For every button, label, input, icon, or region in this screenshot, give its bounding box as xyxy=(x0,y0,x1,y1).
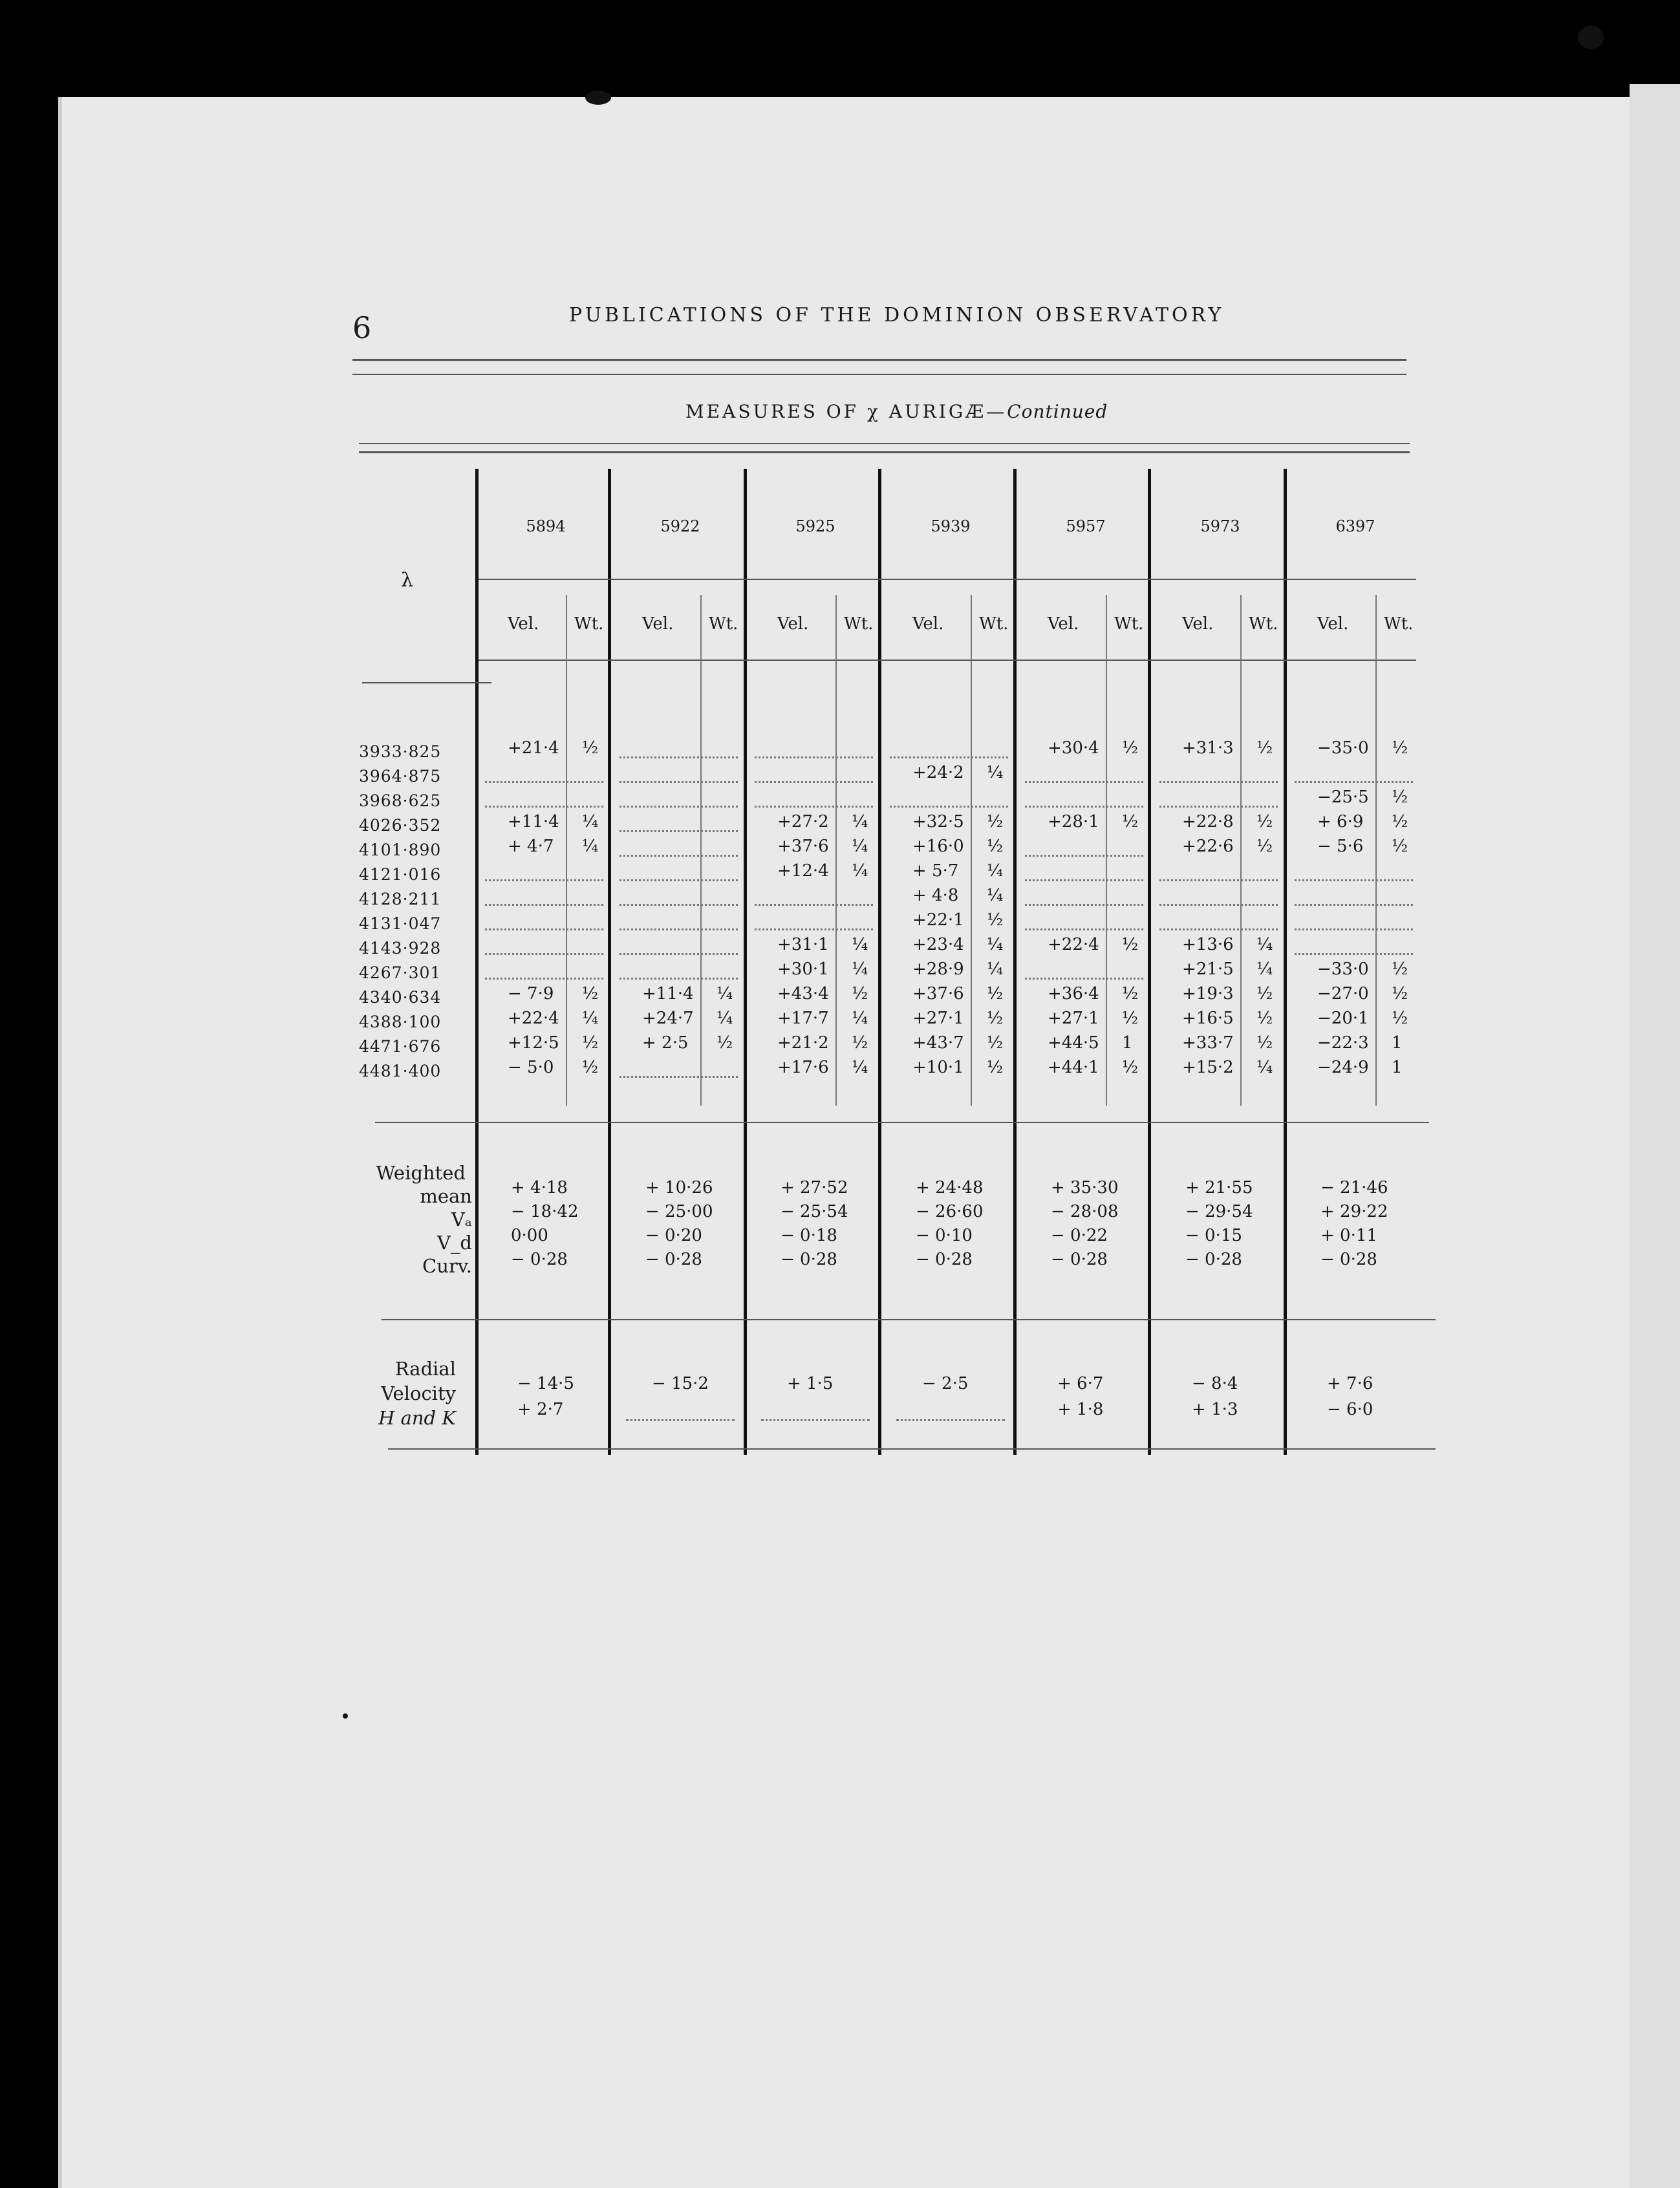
summary-value: + 21·55 xyxy=(1185,1178,1253,1197)
velocity-value: +37·6 xyxy=(777,837,829,856)
velocity-value: +43·7 xyxy=(912,1033,964,1053)
summary-value: − 0·18 xyxy=(781,1226,837,1245)
weight-value: ½ xyxy=(1122,812,1139,831)
empty-leader xyxy=(619,1076,738,1078)
summary-value: − 28·08 xyxy=(1051,1202,1119,1221)
wavelength-label: 4471·676 xyxy=(359,1037,442,1056)
summary-value: + 35·30 xyxy=(1051,1178,1119,1197)
radial-velocity-value: + 6·7 xyxy=(1057,1374,1104,1393)
radial-empty-leader xyxy=(626,1419,735,1421)
column-divider xyxy=(1148,469,1151,1455)
empty-leader xyxy=(1295,781,1413,783)
summary-label: V_d xyxy=(436,1232,472,1254)
summary-value: + 4·18 xyxy=(511,1178,568,1197)
plate-number: 5922 xyxy=(660,517,700,535)
weight-value: ½ xyxy=(1392,812,1408,831)
velocity-value: +16·0 xyxy=(912,837,964,856)
summary-value: 0·00 xyxy=(511,1226,548,1245)
velocity-value: +44·1 xyxy=(1048,1058,1099,1077)
empty-leader xyxy=(1295,928,1413,930)
summary-value: − 0·28 xyxy=(645,1250,702,1269)
empty-leader xyxy=(1025,904,1143,906)
table-top-rule-thick xyxy=(359,451,1410,453)
vel-wt-divider xyxy=(971,595,972,1106)
column-divider xyxy=(1013,469,1017,1455)
weight-value: ¼ xyxy=(582,837,599,856)
lambda-header: λ xyxy=(401,569,414,592)
summary-value: − 21·46 xyxy=(1320,1178,1388,1197)
velocity-value: + 4·8 xyxy=(912,886,959,905)
empty-leader xyxy=(1025,781,1143,783)
velocity-value: +12·5 xyxy=(508,1033,559,1053)
weight-value: ½ xyxy=(1256,984,1273,1003)
velocity-value: +44·5 xyxy=(1048,1033,1099,1053)
wavelength-label: 4340·634 xyxy=(359,988,442,1007)
weight-value: ½ xyxy=(582,1033,599,1053)
wt-header: Wt. xyxy=(844,614,874,634)
weight-value: ½ xyxy=(1256,1033,1273,1053)
velocity-value: +19·3 xyxy=(1182,984,1234,1003)
weight-value: ¼ xyxy=(852,935,868,954)
velocity-value: +17·7 xyxy=(777,1009,829,1028)
weight-value: ½ xyxy=(582,1058,599,1077)
velocity-value: +36·4 xyxy=(1048,984,1099,1003)
velocity-value: +28·9 xyxy=(912,960,964,979)
radial-velocity-value: + 1·8 xyxy=(1057,1400,1104,1419)
empty-leader xyxy=(619,756,738,758)
page-number: 6 xyxy=(352,310,372,345)
wt-header: Wt. xyxy=(1249,614,1278,634)
weight-value: ¼ xyxy=(1256,960,1273,979)
empty-leader xyxy=(1159,904,1278,906)
weight-value: ¼ xyxy=(852,960,868,979)
vel-header: Vel. xyxy=(1317,614,1349,634)
weight-value: ½ xyxy=(1122,984,1139,1003)
velocity-value: +27·1 xyxy=(1048,1009,1099,1028)
vel-wt-divider xyxy=(1240,595,1242,1106)
summary-value: − 0·28 xyxy=(1185,1250,1242,1269)
weight-value: ½ xyxy=(1392,738,1408,758)
weight-value: ½ xyxy=(1392,837,1408,856)
table-top-rule xyxy=(359,443,1410,444)
summary-value: − 0·28 xyxy=(511,1250,568,1269)
empty-leader xyxy=(619,781,738,783)
velocity-value: − 7·9 xyxy=(508,984,554,1003)
wavelength-label: 4101·890 xyxy=(359,841,442,859)
empty-leader xyxy=(619,904,738,906)
weight-value: ½ xyxy=(987,1009,1004,1028)
weight-value: ¼ xyxy=(582,812,599,831)
summary-value: − 0·20 xyxy=(645,1226,702,1245)
weight-value: ½ xyxy=(1122,738,1139,758)
weight-value: ¼ xyxy=(852,1058,868,1077)
velocity-value: +13·6 xyxy=(1182,935,1234,954)
weight-value: ½ xyxy=(582,984,599,1003)
empty-leader xyxy=(619,978,738,980)
summary-value: − 29·54 xyxy=(1185,1202,1253,1221)
velocity-value: +23·4 xyxy=(912,935,964,954)
wt-header: Wt. xyxy=(709,614,738,634)
empty-leader xyxy=(1159,781,1278,783)
weight-value: ½ xyxy=(1392,960,1408,979)
vel-wt-divider xyxy=(835,595,837,1106)
velocity-value: + 4·7 xyxy=(508,837,554,856)
plate-number: 5894 xyxy=(526,517,566,535)
vel-wt-divider xyxy=(566,595,567,1106)
plate-number: 5957 xyxy=(1066,517,1106,535)
head-rule xyxy=(352,359,1406,361)
velocity-value: +11·4 xyxy=(508,812,559,831)
summary-bottom-rule xyxy=(382,1319,1436,1320)
plate-number: 5939 xyxy=(931,517,971,535)
weight-value: ½ xyxy=(852,984,868,1003)
empty-leader xyxy=(485,928,603,930)
velocity-value: −27·0 xyxy=(1317,984,1369,1003)
velocity-value: −24·9 xyxy=(1317,1058,1369,1077)
wt-header: Wt. xyxy=(1114,614,1144,634)
vel-header: Vel. xyxy=(1182,614,1214,634)
weight-value: ½ xyxy=(987,837,1004,856)
weight-value: ¼ xyxy=(852,812,868,831)
vel-wt-divider xyxy=(700,595,702,1106)
empty-leader xyxy=(1295,953,1413,955)
velocity-value: +11·4 xyxy=(642,984,694,1003)
weight-value: ½ xyxy=(716,1033,733,1053)
radial-velocity-value: − 2·5 xyxy=(922,1374,969,1393)
head-rule-thin xyxy=(352,374,1406,375)
wavelength-label: 3968·625 xyxy=(359,791,442,810)
empty-leader xyxy=(1025,855,1143,857)
summary-value: + 29·22 xyxy=(1320,1202,1388,1221)
table-bottom-rule xyxy=(388,1448,1436,1450)
empty-leader xyxy=(485,806,603,808)
velocity-value: +15·2 xyxy=(1182,1058,1234,1077)
radial-velocity-value: − 6·0 xyxy=(1327,1400,1373,1419)
column-divider xyxy=(1284,469,1287,1455)
velocity-value: +27·1 xyxy=(912,1009,964,1028)
weight-value: ½ xyxy=(987,984,1004,1003)
velocity-value: +17·6 xyxy=(777,1058,829,1077)
summary-value: − 0·28 xyxy=(916,1250,973,1269)
summary-value: − 0·22 xyxy=(1051,1226,1108,1245)
velocity-value: +24·7 xyxy=(642,1009,694,1028)
velocity-value: +43·4 xyxy=(777,984,829,1003)
wt-header: Wt. xyxy=(1384,614,1414,634)
empty-leader xyxy=(619,806,738,808)
running-head: PUBLICATIONS OF THE DOMINION OBSERVATORY xyxy=(569,304,1225,327)
velocity-value: +16·5 xyxy=(1182,1009,1234,1028)
velocity-value: +27·2 xyxy=(777,812,829,831)
column-divider xyxy=(744,469,747,1455)
velocity-value: −25·5 xyxy=(1317,788,1369,807)
vel-wt-divider xyxy=(1106,595,1107,1106)
empty-leader xyxy=(1025,928,1143,930)
empty-leader xyxy=(1295,904,1413,906)
empty-leader xyxy=(755,904,873,906)
velocity-value: +31·3 xyxy=(1182,738,1234,758)
velocity-value: + 5·7 xyxy=(912,861,959,881)
weight-value: ½ xyxy=(1256,837,1273,856)
radial-label: Velocity xyxy=(381,1382,456,1404)
adjacent-page-edge xyxy=(1630,84,1680,2188)
wt-header: Wt. xyxy=(574,614,604,634)
weight-value: ½ xyxy=(582,738,599,758)
weight-value: ¼ xyxy=(987,960,1004,979)
empty-leader xyxy=(1025,806,1143,808)
empty-leader xyxy=(1295,879,1413,881)
weight-value: ½ xyxy=(1256,738,1273,758)
header-bottom-rule-right xyxy=(479,660,1416,661)
weight-value: ¼ xyxy=(852,861,868,881)
weight-value: ½ xyxy=(1122,1009,1139,1028)
velocity-value: −33·0 xyxy=(1317,960,1369,979)
weight-value: ¼ xyxy=(1256,935,1273,954)
velocity-value: +22·4 xyxy=(1048,935,1099,954)
weight-value: 1 xyxy=(1392,1033,1403,1053)
weight-value: 1 xyxy=(1392,1058,1403,1077)
empty-leader xyxy=(619,879,738,881)
vel-header: Vel. xyxy=(1048,614,1079,634)
weight-value: 1 xyxy=(1122,1033,1133,1053)
velocity-value: +10·1 xyxy=(912,1058,964,1077)
radial-velocity-value: − 14·5 xyxy=(517,1374,574,1393)
scan-speck xyxy=(1578,26,1604,49)
radial-velocity-value: + 2·7 xyxy=(517,1400,564,1419)
velocity-value: −22·3 xyxy=(1317,1033,1369,1053)
radial-empty-leader xyxy=(896,1419,1005,1421)
empty-leader xyxy=(755,928,873,930)
empty-leader xyxy=(755,806,873,808)
velocity-value: +21·2 xyxy=(777,1033,829,1053)
weight-value: ½ xyxy=(1256,812,1273,831)
weight-value: ½ xyxy=(1122,1058,1139,1077)
summary-value: − 25·00 xyxy=(645,1202,713,1221)
wavelength-label: 4143·928 xyxy=(359,939,442,958)
wavelength-label: 4481·400 xyxy=(359,1062,442,1080)
radial-velocity-value: + 7·6 xyxy=(1327,1374,1373,1393)
summary-value: + 0·11 xyxy=(1320,1226,1377,1245)
velocity-value: +31·1 xyxy=(777,935,829,954)
summary-label: Vₐ xyxy=(451,1208,472,1230)
radial-velocity-value: − 8·4 xyxy=(1192,1374,1238,1393)
velocity-value: +30·1 xyxy=(777,960,829,979)
summary-value: − 0·28 xyxy=(1320,1250,1377,1269)
weight-value: ½ xyxy=(1392,788,1408,807)
velocity-value: +28·1 xyxy=(1048,812,1099,831)
empty-leader xyxy=(890,806,1008,808)
velocity-value: +12·4 xyxy=(777,861,829,881)
summary-label: Weighted xyxy=(376,1162,466,1184)
weight-value: ¼ xyxy=(582,1009,599,1028)
table-title-continued: Continued xyxy=(1007,401,1108,422)
empty-leader xyxy=(485,953,603,955)
wavelength-label: 4388·100 xyxy=(359,1013,442,1031)
weight-value: ½ xyxy=(1392,984,1408,1003)
weight-value: ½ xyxy=(987,910,1004,930)
empty-leader xyxy=(485,879,603,881)
empty-leader xyxy=(619,830,738,832)
empty-leader xyxy=(755,756,873,758)
wavelength-label: 4026·352 xyxy=(359,816,442,835)
velocity-value: +30·4 xyxy=(1048,738,1099,758)
velocity-value: +32·5 xyxy=(912,812,964,831)
vel-header: Vel. xyxy=(777,614,809,634)
velocity-value: +24·2 xyxy=(912,763,964,782)
velocity-value: + 2·5 xyxy=(642,1033,689,1053)
weight-value: ¼ xyxy=(987,763,1004,782)
velocity-value: +22·1 xyxy=(912,910,964,930)
velocity-value: +33·7 xyxy=(1182,1033,1234,1053)
radial-velocity-value: − 15·2 xyxy=(652,1374,709,1393)
summary-value: + 24·48 xyxy=(916,1178,984,1197)
velocity-value: + 6·9 xyxy=(1317,812,1364,831)
empty-leader xyxy=(1025,978,1143,980)
summary-value: − 0·28 xyxy=(781,1250,837,1269)
summary-value: + 27·52 xyxy=(781,1178,848,1197)
summary-label: mean xyxy=(420,1185,472,1207)
wavelength-label: 3964·875 xyxy=(359,767,442,786)
weight-value: ¼ xyxy=(1256,1058,1273,1077)
weight-value: ¼ xyxy=(987,935,1004,954)
velocity-value: − 5·0 xyxy=(508,1058,554,1077)
column-divider xyxy=(475,469,479,1455)
velocity-value: +21·4 xyxy=(508,738,559,758)
summary-value: − 0·10 xyxy=(916,1226,973,1245)
summary-value: − 26·60 xyxy=(916,1202,984,1221)
wavelength-label: 4131·047 xyxy=(359,914,442,933)
empty-leader xyxy=(485,781,603,783)
empty-leader xyxy=(619,953,738,955)
weight-value: ½ xyxy=(1122,935,1139,954)
header-bottom-rule xyxy=(362,682,491,683)
summary-value: − 25·54 xyxy=(781,1202,848,1221)
radial-velocity-value: + 1·3 xyxy=(1192,1400,1238,1419)
velocity-value: +22·6 xyxy=(1182,837,1234,856)
weight-value: ¼ xyxy=(716,984,733,1003)
velocity-value: −35·0 xyxy=(1317,738,1369,758)
vel-header: Vel. xyxy=(508,614,539,634)
velocity-value: − 5·6 xyxy=(1317,837,1364,856)
summary-value: + 10·26 xyxy=(645,1178,713,1197)
column-divider xyxy=(878,469,881,1455)
column-divider xyxy=(608,469,611,1455)
scan-speck xyxy=(343,1713,348,1719)
summary-value: − 0·15 xyxy=(1185,1226,1242,1245)
header-split-rule xyxy=(479,579,1416,580)
empty-leader xyxy=(619,928,738,930)
weight-value: ¼ xyxy=(987,886,1004,905)
plate-number: 5973 xyxy=(1200,517,1240,535)
weight-value: ¼ xyxy=(716,1009,733,1028)
radial-empty-leader xyxy=(761,1419,870,1421)
weight-value: ¼ xyxy=(987,861,1004,881)
vel-header: Vel. xyxy=(912,614,944,634)
weight-value: ½ xyxy=(987,1033,1004,1053)
weight-value: ½ xyxy=(987,1058,1004,1077)
weight-value: ½ xyxy=(987,812,1004,831)
empty-leader xyxy=(1159,806,1278,808)
vel-wt-divider xyxy=(1375,595,1377,1106)
body-bottom-rule xyxy=(375,1122,1429,1123)
summary-label: Curv. xyxy=(422,1255,472,1277)
table-title-main: MEASURES OF χ AURIGÆ— xyxy=(685,401,1007,422)
radial-label: H and K xyxy=(378,1407,456,1429)
empty-leader xyxy=(619,855,738,857)
weight-value: ½ xyxy=(852,1033,868,1053)
velocity-value: +22·4 xyxy=(508,1009,559,1028)
plate-number: 5925 xyxy=(795,517,835,535)
vel-header: Vel. xyxy=(642,614,674,634)
plate-number: 6397 xyxy=(1335,517,1375,535)
velocity-value: +37·6 xyxy=(912,984,964,1003)
empty-leader xyxy=(1159,879,1278,881)
empty-leader xyxy=(1159,928,1278,930)
empty-leader xyxy=(1025,879,1143,881)
wt-header: Wt. xyxy=(979,614,1009,634)
scan-speck xyxy=(585,91,611,105)
wavelength-label: 4128·211 xyxy=(359,890,442,908)
weight-value: ¼ xyxy=(852,1009,868,1028)
table-title xyxy=(685,401,1108,422)
summary-value: − 0·28 xyxy=(1051,1250,1108,1269)
radial-label: Radial xyxy=(394,1358,456,1380)
weight-value: ½ xyxy=(1256,1009,1273,1028)
velocity-value: −20·1 xyxy=(1317,1009,1369,1028)
radial-velocity-value: + 1·5 xyxy=(787,1374,834,1393)
velocity-value: +21·5 xyxy=(1182,960,1234,979)
weight-value: ½ xyxy=(1392,1009,1408,1028)
wavelength-label: 3933·825 xyxy=(359,742,442,761)
summary-value: − 18·42 xyxy=(511,1202,579,1221)
velocity-value: +22·8 xyxy=(1182,812,1234,831)
empty-leader xyxy=(755,781,873,783)
weight-value: ¼ xyxy=(852,837,868,856)
empty-leader xyxy=(485,904,603,906)
empty-leader xyxy=(890,756,1008,758)
wavelength-label: 4267·301 xyxy=(359,963,442,982)
empty-leader xyxy=(485,978,603,980)
wavelength-label: 4121·016 xyxy=(359,865,442,884)
